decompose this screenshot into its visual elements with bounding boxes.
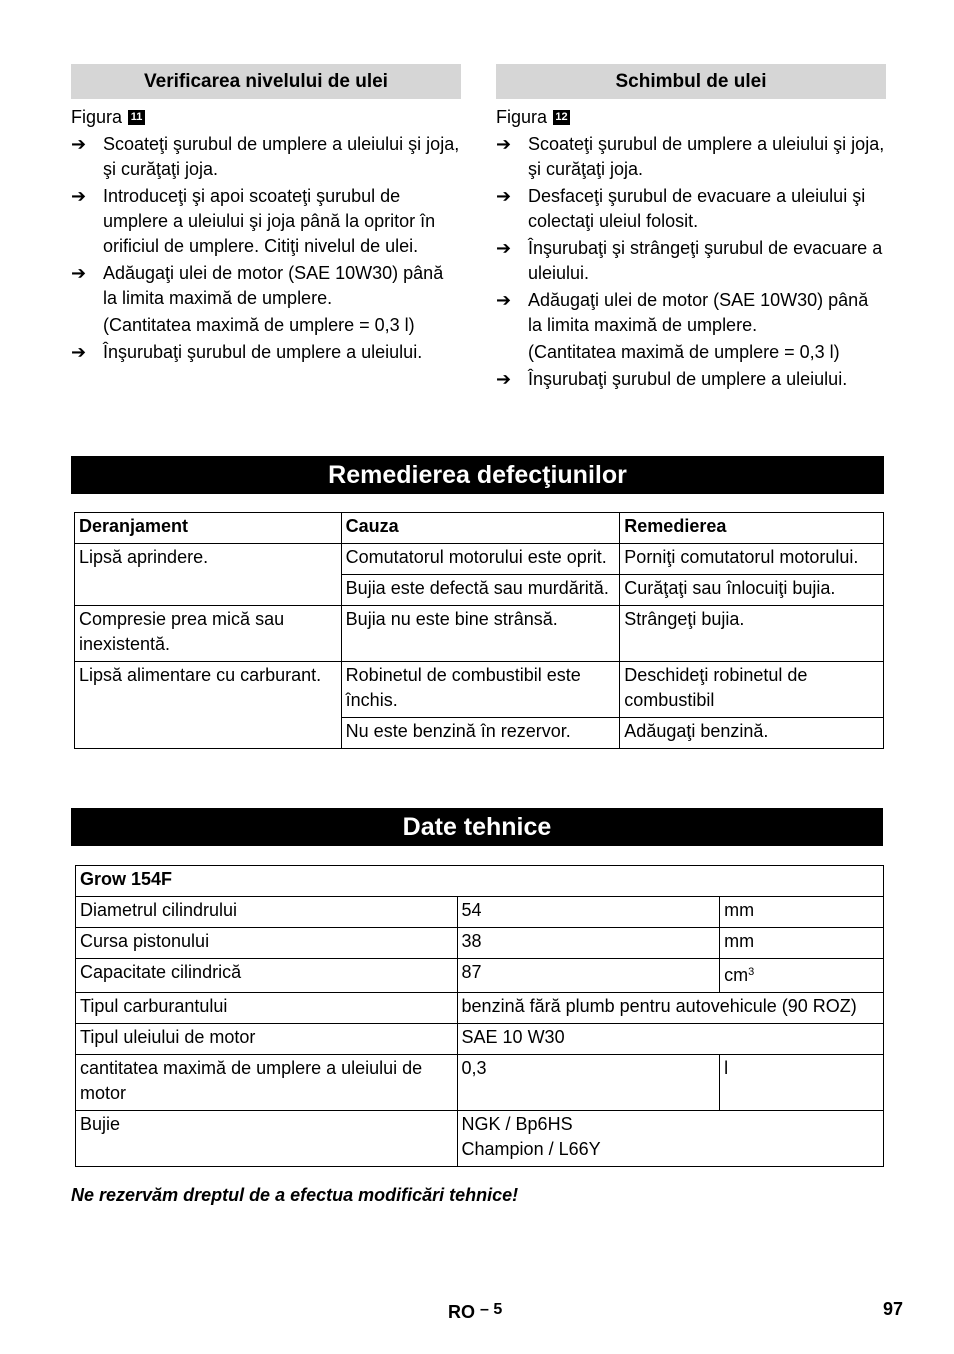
column-header: Deranjament [75, 513, 342, 544]
spec-unit: cm [724, 965, 749, 985]
step [496, 132, 886, 182]
disclaimer: Ne rezervăm dreptul de a efectua modificări tehnice! [71, 1185, 519, 1205]
remedy-cell: Adăugaţi benzină. [620, 718, 884, 749]
step [496, 288, 886, 338]
spec-unit: mm [720, 897, 884, 928]
table-row [76, 897, 884, 928]
remedy-cell: Curăţaţi sau înlocuiţi bujia. [620, 575, 884, 606]
cause-cell: Nu este benzină în rezervor. [341, 718, 620, 749]
spec-value: 0,3 [457, 1055, 720, 1111]
spec-label: Capacitate cilindrică [76, 959, 458, 993]
remedy-cell: Porniţi comutatorul motorului. [620, 544, 884, 575]
footer-section-label [448, 1297, 502, 1325]
spec-label: Bujie [76, 1111, 458, 1167]
table-row [76, 993, 884, 1024]
column-header: Cauza [341, 513, 620, 544]
oil-check-heading: Verificarea nivelului de ulei [71, 64, 461, 99]
step-text: Înşurubaţi şi strângeţi şurubul de evacuare a uleiului. [528, 238, 883, 283]
technical-data-table [75, 865, 884, 1167]
spec-label: cantitatea maximă de umplere a uleiului de motor [76, 1055, 458, 1111]
step-text: Adăugaţi ulei de motor (SAE 10W30) până la limita maximă de umplere. [103, 263, 444, 308]
spec-label: Diametrul cilindrului [76, 897, 458, 928]
arrow-right-icon: ➔ [71, 342, 87, 362]
spec-value: 87 [457, 959, 720, 993]
table-row [75, 544, 884, 575]
figure-reference [71, 105, 461, 130]
table-row [76, 959, 884, 993]
table-row [76, 1055, 884, 1111]
arrow-right-icon: ➔ [496, 134, 512, 154]
capacity-note: (Cantitatea maximă de umplere = 0,3 l) [103, 315, 415, 335]
step-text: Scoateţi şurubul de umplere a uleiului şi joja, şi curăţaţi joja. [103, 134, 460, 179]
cause-cell: Bujia nu este bine strânsă. [341, 606, 620, 662]
fault-cell: Lipsă aprindere. [75, 544, 342, 606]
table-row [75, 662, 884, 718]
arrow-right-icon: ➔ [71, 186, 87, 206]
footer-language: RO [448, 1302, 475, 1322]
table-row [76, 1111, 884, 1167]
step [71, 340, 461, 365]
spec-label: Tipul uleiului de motor [76, 1024, 458, 1055]
cause-cell: Bujia este defectă sau murdărită. [341, 575, 620, 606]
step [71, 132, 461, 182]
arrow-right-icon: ➔ [496, 186, 512, 206]
page-number: 97 [883, 1299, 904, 1319]
fault-cell: Compresie prea mică sau inexistentă. [75, 606, 342, 662]
table-header-row [75, 513, 884, 544]
spec-value: 54 [457, 897, 720, 928]
arrow-right-icon: ➔ [496, 238, 512, 258]
table-row [76, 866, 884, 897]
spec-unit: l [720, 1055, 884, 1111]
step-text: Desfaceţi şurubul de evacuare a uleiului şi colectaţi uleiul folosit. [528, 186, 866, 231]
arrow-right-icon: ➔ [71, 134, 87, 154]
step-text: Introduceţi şi apoi scoateţi şurubul de umplere a uleiului şi joja până la opritor în orificiul de umplere. Citiţi nivelul de ulei. [103, 186, 436, 256]
arrow-right-icon: ➔ [71, 263, 87, 283]
footer-separator: – [480, 1301, 489, 1318]
figure-label: Figura [71, 107, 123, 127]
step-text: Înşurubaţi şurubul de umplere a uleiului. [528, 369, 848, 389]
figure-number-badge: 11 [128, 110, 145, 125]
step [71, 184, 461, 259]
spec-value: SAE 10 W30 [457, 1024, 883, 1055]
unit-superscript: 3 [748, 966, 755, 978]
oil-change-section [496, 64, 886, 392]
footer-section-page [480, 1301, 502, 1318]
figure-reference [496, 105, 886, 130]
spec-value: 38 [457, 928, 720, 959]
spec-label: Cursa pistonului [76, 928, 458, 959]
model-name: Grow 154F [76, 866, 884, 897]
step-text: Adăugaţi ulei de motor (SAE 10W30) până la limita maximă de umplere. [528, 290, 869, 335]
spec-value: NGK / Bp6HS [461, 1114, 573, 1134]
step [496, 367, 886, 392]
figure-label: Figura [496, 107, 548, 127]
spec-label: Tipul carburantului [76, 993, 458, 1024]
oil-check-section [71, 64, 461, 365]
step-text: Scoateţi şurubul de umplere a uleiului şi joja, şi curăţaţi joja. [528, 134, 885, 179]
spec-value: benzină fără plumb pentru autovehicule (90 ROZ) [457, 993, 883, 1024]
oil-change-heading: Schimbul de ulei [496, 64, 886, 99]
table-row [76, 1024, 884, 1055]
spec-value-cell [457, 1111, 883, 1167]
spec-unit-cell [720, 959, 884, 993]
step [71, 261, 461, 311]
figure-number-badge: 12 [553, 110, 570, 125]
cause-cell: Comutatorul motorului este oprit. [341, 544, 620, 575]
step [496, 236, 886, 286]
spec-value: Champion / L66Y [461, 1139, 601, 1159]
troubleshooting-table [74, 512, 884, 749]
cause-cell: Robinetul de combustibil este închis. [341, 662, 620, 718]
remedy-cell: Strângeţi bujia. [620, 606, 884, 662]
table-row [76, 928, 884, 959]
technical-data-heading: Date tehnice [71, 808, 883, 846]
footer-section-number: 5 [493, 1301, 503, 1318]
step-text: Înşurubaţi şurubul de umplere a uleiului. [103, 342, 423, 362]
capacity-note: (Cantitatea maximă de umplere = 0,3 l) [528, 342, 840, 362]
step [496, 184, 886, 234]
table-row [75, 606, 884, 662]
arrow-right-icon: ➔ [496, 290, 512, 310]
remedy-cell: Deschideţi robinetul de combustibil [620, 662, 884, 718]
spec-unit: mm [720, 928, 884, 959]
arrow-right-icon: ➔ [496, 369, 512, 389]
fault-cell: Lipsă alimentare cu carburant. [75, 662, 342, 749]
column-header: Remedierea [620, 513, 884, 544]
troubleshooting-heading: Remedierea defecţiunilor [71, 456, 884, 494]
